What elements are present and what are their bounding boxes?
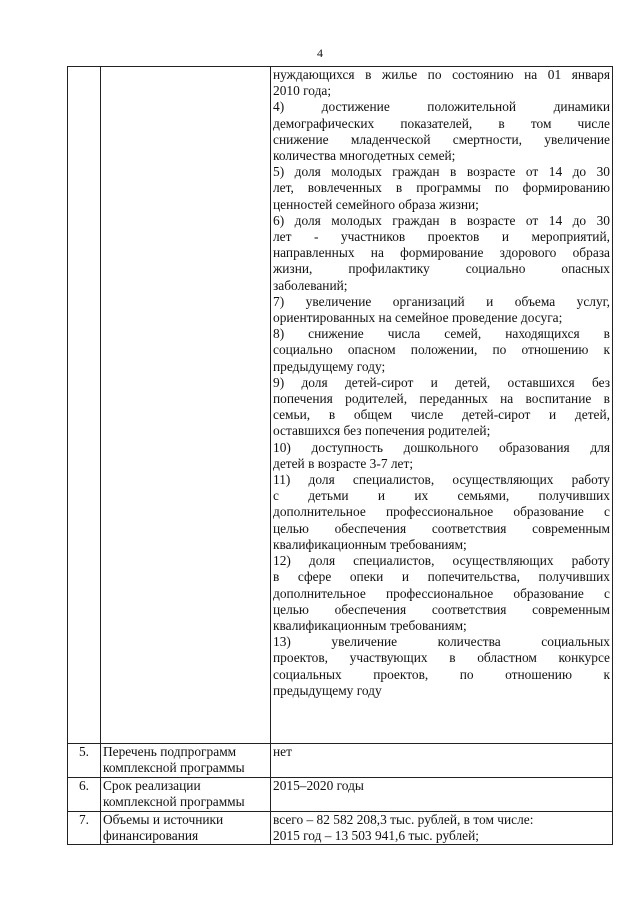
page-number: 4 (317, 46, 323, 60)
indicator-text-line: снижение младенческой смертности, увеличение (273, 131, 610, 147)
indicator-text-line: заболеваний; (273, 277, 348, 293)
indicator-text-line: 12) доля специалистов, осуществляющих работу (273, 553, 610, 569)
indicator-text-line: 9) доля детей-сирот и детей, оставшихся без (273, 374, 610, 390)
indicator-text-line: дополнительное профессиональное образование с (273, 504, 610, 520)
indicator-text-line: нуждающихся в жилье по состоянию на 01 января (273, 67, 610, 82)
indicator-text-line: квалификационным требованиям; (273, 617, 467, 633)
indicator-text-line: 11) доля специалистов, осуществляющих работу (273, 472, 610, 488)
row-number: 6. (68, 778, 101, 812)
table-row-period (68, 778, 613, 812)
indicator-text-line: количества многодетных семей; (273, 148, 456, 164)
indicator-text-line: направленных на формирование здорового образа (273, 245, 610, 261)
row-label-line: комплексной программы (103, 794, 245, 810)
row-number: 5. (68, 744, 101, 778)
row-number: 7. (68, 812, 101, 845)
row-number-cell (68, 67, 101, 744)
row-value (271, 778, 613, 812)
row-value-line: всего – 82 582 208,3 тыс. рублей, в том числе: (273, 812, 534, 827)
row-label (101, 812, 271, 845)
indicator-text-line: дополнительное профессиональное образование с (273, 585, 610, 601)
row-label-line: Объемы и источники (103, 812, 224, 827)
indicator-text-line: социально опасном положении, по отношению к (273, 342, 610, 358)
table-row-subprograms (68, 744, 613, 778)
row-label-line: Перечень подпрограмм (103, 744, 237, 759)
indicators-list-cell (271, 67, 613, 744)
row-value (271, 812, 613, 845)
indicator-text-line: попечения родителей, переданных на воспитание в (273, 391, 610, 407)
indicator-text-line: ценностей семейного образа жизни; (273, 196, 479, 212)
table-row-financing (68, 812, 613, 845)
indicator-text-line: детей в возрасте 3-7 лет; (273, 455, 414, 471)
indicator-text-line: предыдущему году (273, 682, 382, 698)
row-value-line: 2015–2020 годы (273, 778, 364, 793)
indicator-text-line: ориентированных на семейное проведение досуга; (273, 310, 563, 326)
row-value (271, 744, 613, 778)
indicator-text-line: жизни, профилактику социально опасных (273, 261, 610, 277)
row-label-line: Срок реализации (103, 778, 201, 793)
table-row-continuation (68, 67, 613, 744)
indicator-text-line: 5) доля молодых граждан в возрасте от 14 до 30 (273, 164, 610, 180)
indicator-text-line: 10) доступность дошкольного образования для (273, 439, 610, 455)
indicator-text-line: семьи, в общем числе детей-сирот и детей, (273, 407, 610, 423)
indicator-text-line: 13) увеличение количества социальных (273, 634, 610, 650)
indicator-text-line: оставшихся без попечения родителей; (273, 423, 491, 439)
program-passport-table (67, 66, 613, 845)
indicator-text-line: демографических показателей, в том числе (273, 115, 610, 131)
indicator-text-line: 4) достижение положительной динамики (273, 99, 610, 115)
row-label-cell (101, 67, 271, 744)
indicator-text-line: лет - участников проектов и мероприятий, (273, 229, 610, 245)
indicator-text-line: целью обеспечения соответствия современным (273, 520, 610, 536)
row-label-line: финансирования (103, 828, 199, 844)
indicator-text-line: квалификационным требованиям; (273, 536, 467, 552)
indicator-text-line: 7) увеличение организаций и объема услуг, (273, 293, 610, 309)
indicator-text-line: лет, вовлеченных в программы по формированию (273, 180, 610, 196)
row-value-line: 2015 год – 13 503 941,6 тыс. рублей; (273, 828, 479, 844)
indicator-text-line: 2010 года; (273, 83, 332, 99)
indicator-text-line: проектов, участвующих в областном конкурсе (273, 650, 610, 666)
indicator-text-line: целью обеспечения соответствия современным (273, 601, 610, 617)
row-label (101, 778, 271, 812)
row-label (101, 744, 271, 778)
indicator-text-line: предыдущему году; (273, 358, 386, 374)
row-value-line: нет (273, 744, 292, 759)
indicator-text-line: социальных проектов, по отношению к (273, 666, 610, 682)
indicator-text-line: с детьми и их семьями, получивших (273, 488, 610, 504)
indicator-text-line: 6) доля молодых граждан в возрасте от 14 до 30 (273, 212, 610, 228)
indicator-text-line: 8) снижение числа семей, находящихся в (273, 326, 610, 342)
row-label-line: комплексной программы (103, 760, 245, 776)
indicator-text-line: в сфере опеки и попечительства, получивших (273, 569, 610, 585)
